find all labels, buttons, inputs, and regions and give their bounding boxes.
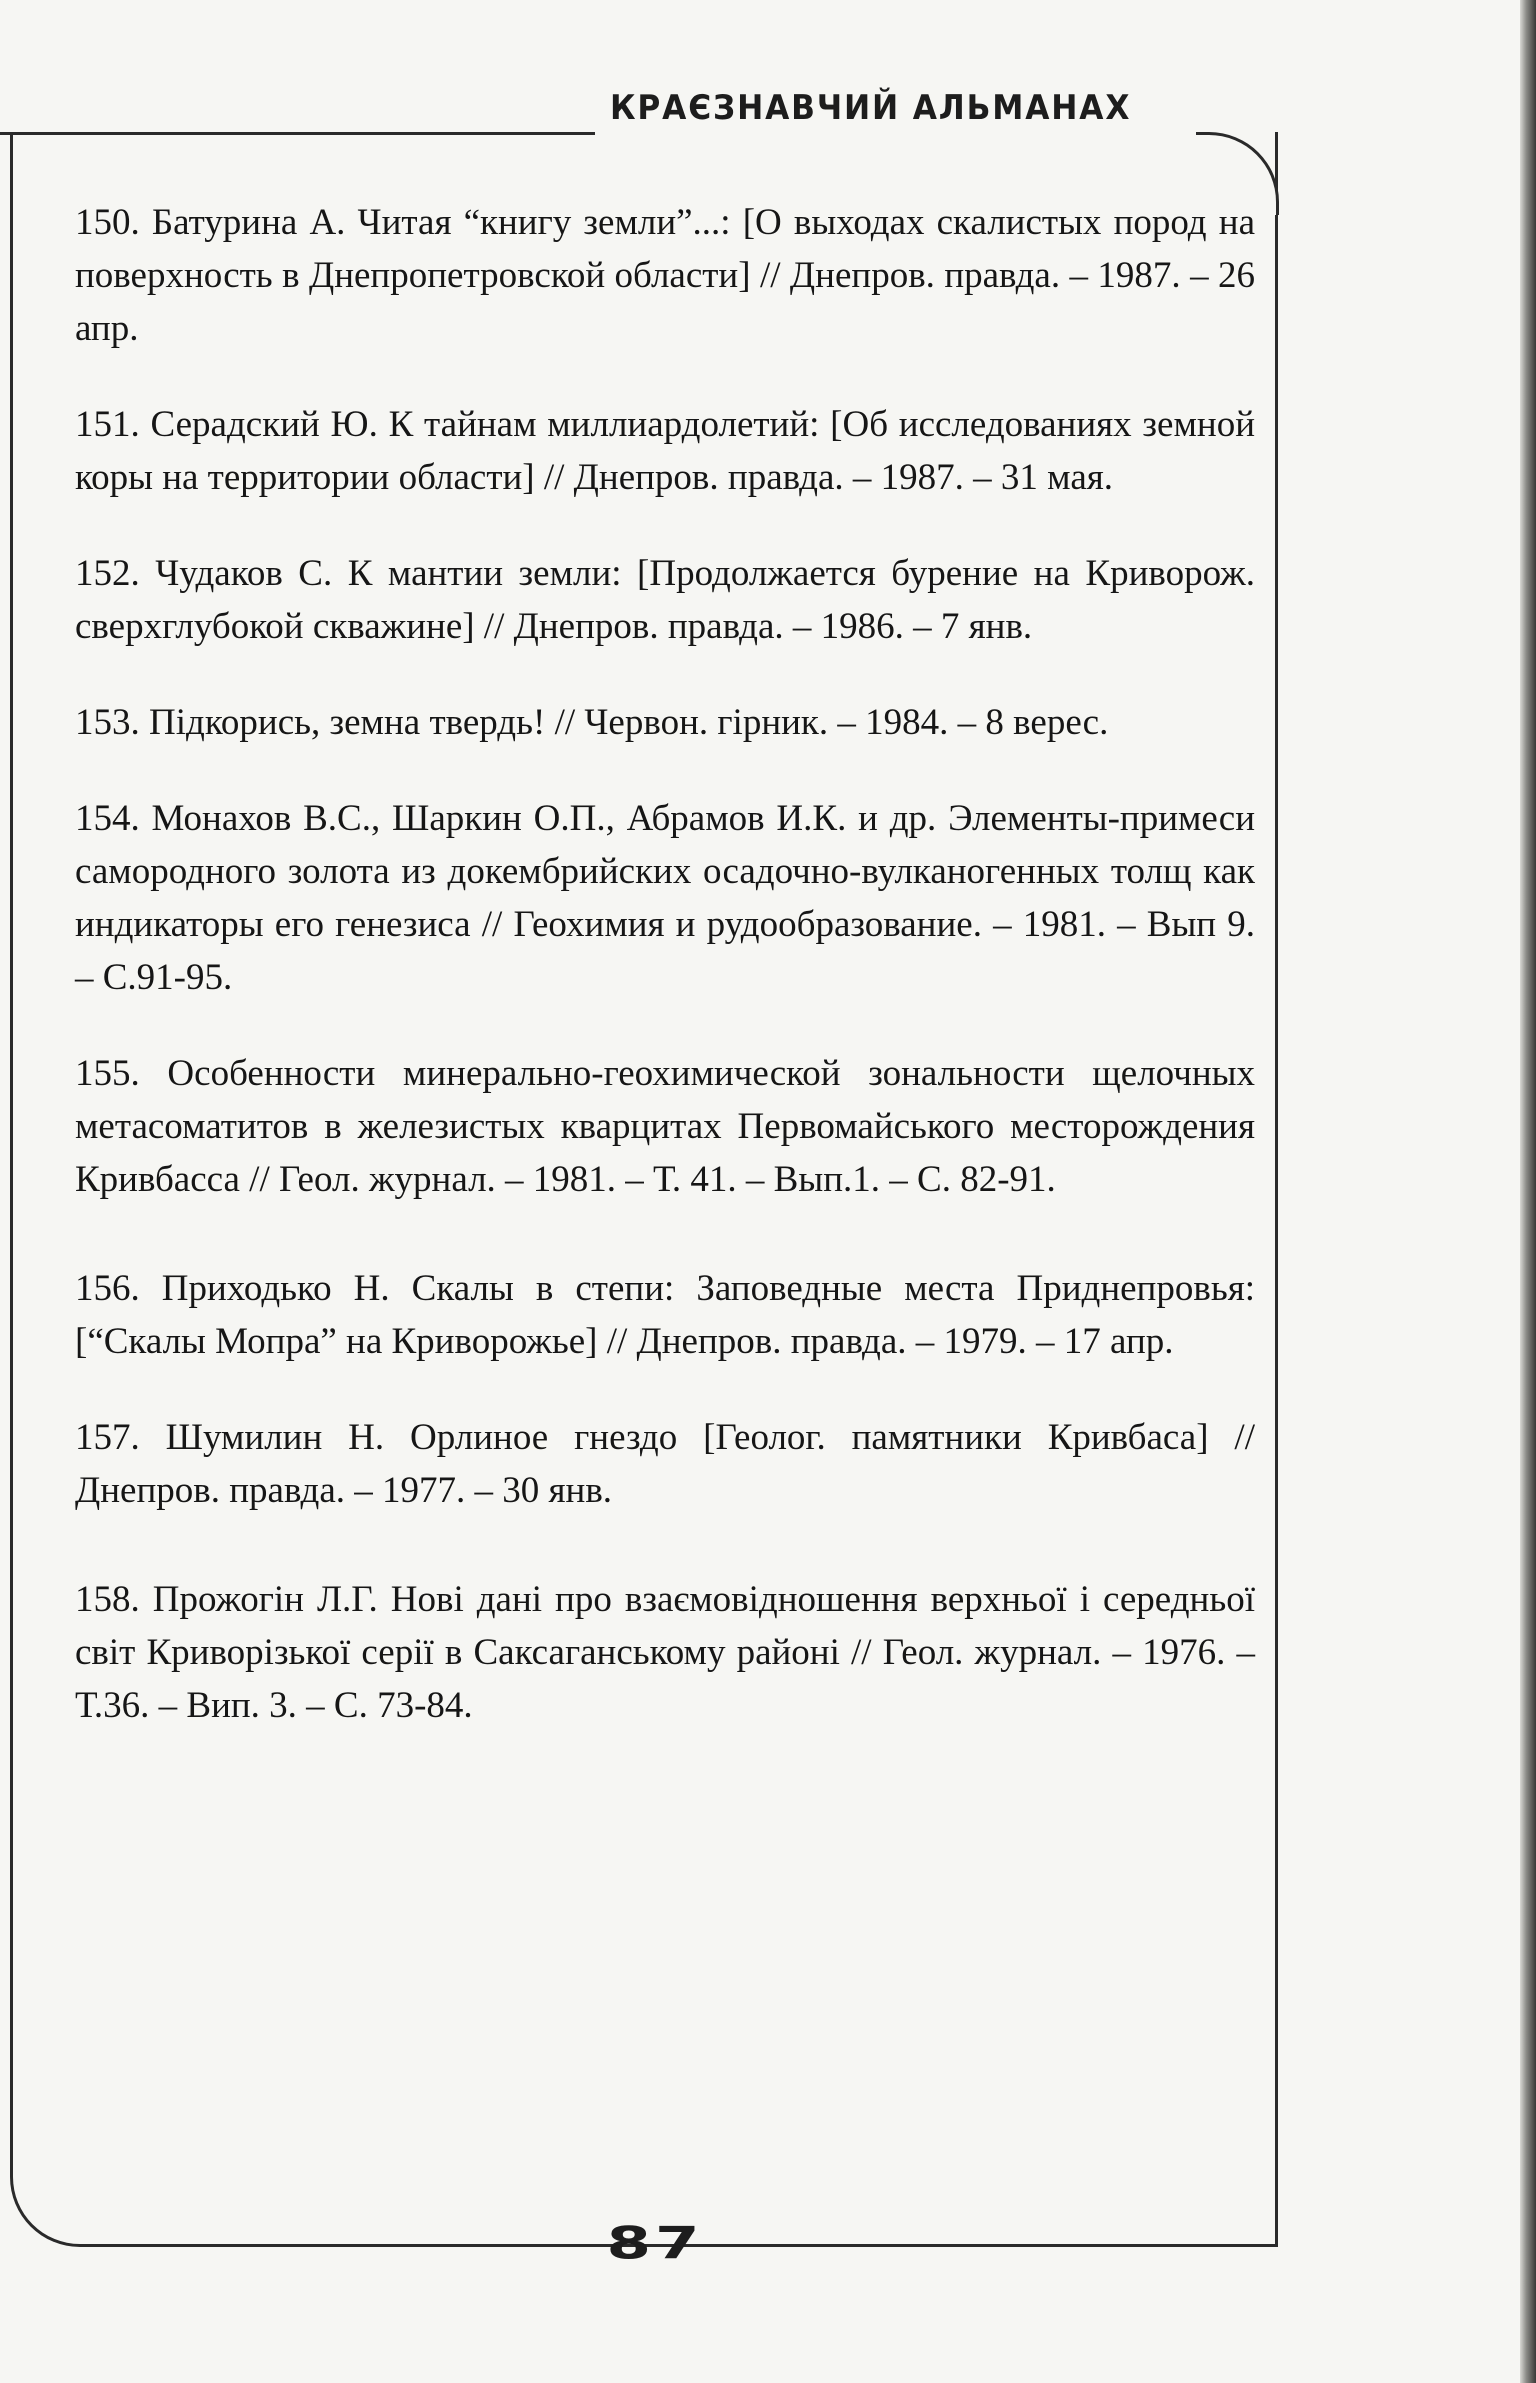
- footer-rule-left: [80, 2244, 550, 2247]
- footer-rule-right: [760, 2244, 1272, 2247]
- bibliography-entry: 155. Особенности минерально-геохимической зональности щелочных метасоматитов в железистых кварцитах Первомайського месторождения Кривбасса // Геол. журнал. – 1981. – Т. 41. – Вып.1. – С. 82-91.: [75, 1053, 1255, 1200]
- bibliography-entry: 151. Серадский Ю. К тайнам миллиардолетий: [Об исследованиях земной коры на территории области] // Днепров. правда. – 1987. – 31 мая.: [75, 404, 1255, 498]
- bibliography-entry: 153. Підкорись, земна твердь! // Червон. гірник. – 1984. – 8 верес.: [75, 702, 1109, 743]
- bibliography-list: [75, 196, 1255, 1775]
- bibliography-entry: 150. Батурина А. Читая “книгу земли”...: [О выходах скалистых пород на поверхность в Днепропетровской области] // Днепров. правда. – 1987. – 26 апр.: [75, 202, 1255, 349]
- bibliography-entry: 158. Прожогін Л.Г. Нові дані про взаємовідношення верхньої і середньої світ Криворізької серії в Саксаганському районі // Геол. журнал. – 1976. – Т.36. – Вип. 3. – С. 73-84.: [75, 1579, 1255, 1726]
- bibliography-entry: 154. Монахов В.С., Шаркин О.П., Абрамов И.К. и др. Элементы-примеси самородного золота из докембрийских осадочно-вулканогенных толщ как индикаторы его генезиса // Геохимия и рудообразование. – 1981. – Вып 9. – С.91-95.: [75, 798, 1255, 998]
- bibliography-entry: 157. Шумилин Н. Орлиное гнездо [Геолог. памятники Кривбаса] // Днепров. правда. – 1977. – 30 янв.: [75, 1417, 1255, 1511]
- running-header: КРАЄЗНАВЧИЙ АЛЬМАНАХ: [610, 88, 1132, 128]
- bibliography-entry: 152. Чудаков С. К мантии земли: [Продолжается бурение на Криворож. сверхглубокой скважине] // Днепров. правда. – 1986. – 7 янв.: [75, 553, 1255, 647]
- bibliography-entry: 156. Приходько Н. Скалы в степи: Заповедные места Приднепровья: [“Скалы Мопра” на Криворожье] // Днепров. правда. – 1979. – 17 апр.: [75, 1268, 1255, 1362]
- page-number: 87: [606, 2218, 704, 2270]
- page-edge-shadow: [1520, 0, 1536, 2383]
